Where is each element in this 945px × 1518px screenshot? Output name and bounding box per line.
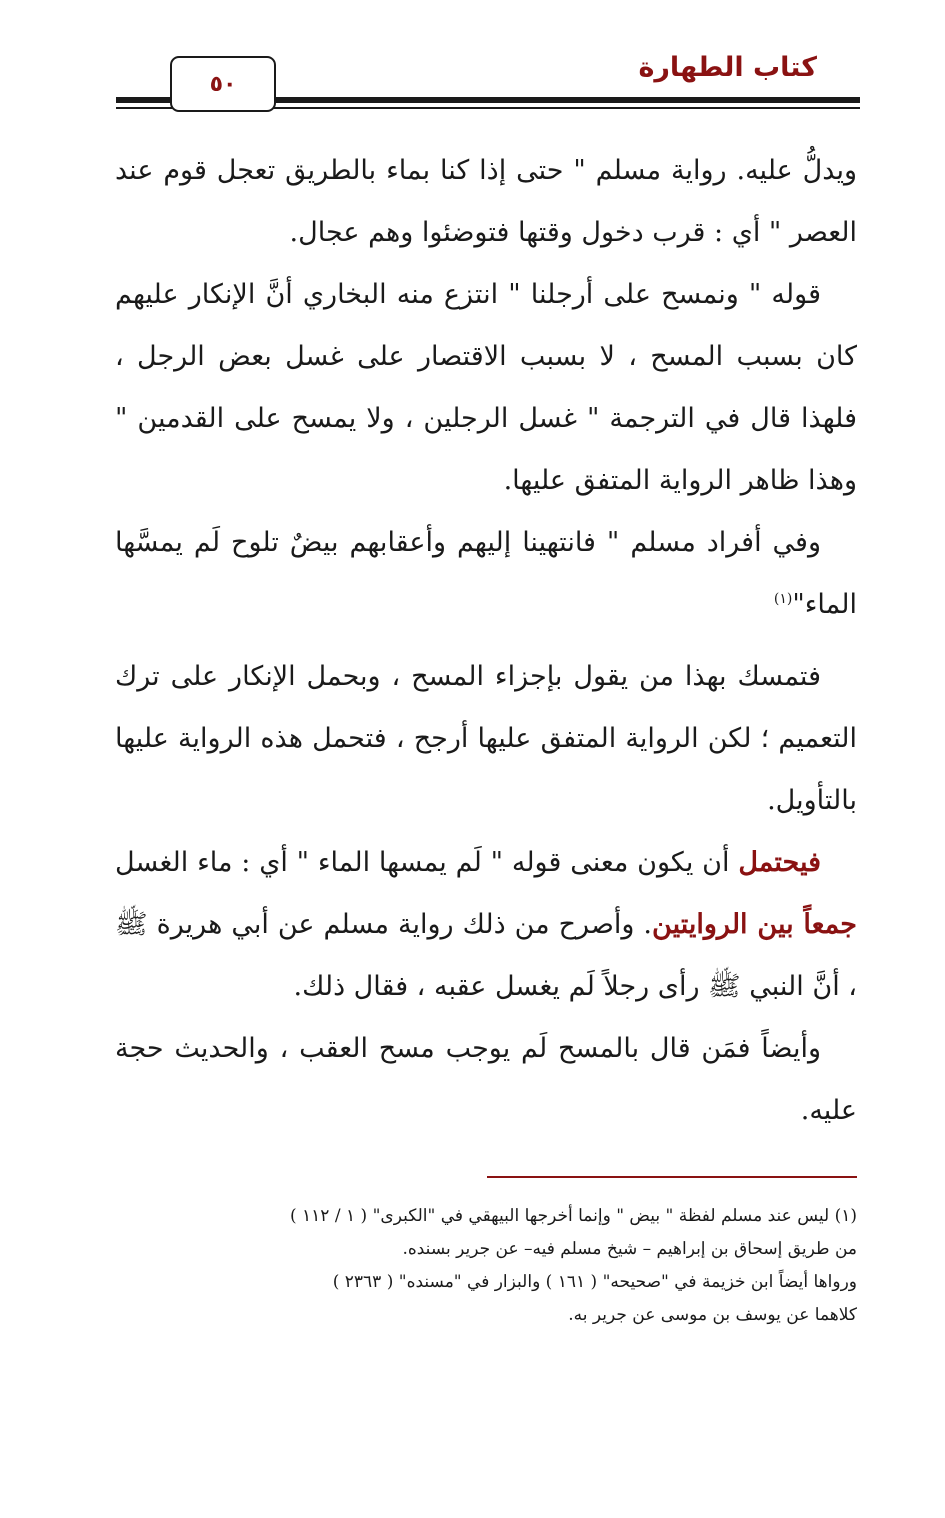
paragraph-3-text: وفي أفراد مسلم " فانتهينا إليهم وأعقابهم بيضٌ تلوح لَم يمسَّها الماء" [115,527,857,620]
paragraph-5-end: . وأصرح من ذلك رواية مسلم عن أبي هريرة ﷺ ، أنَّ النبي ﷺ رأى رجلاً لَم يغسل عقبه ، فقال ذلك. [115,909,857,1002]
highlight-jam-bayn-alriwayatayn: جمعاً بين الروايتين [652,909,857,940]
footnote-line-4: كلاهما عن يوسف بن موسى عن جرير به. [568,1305,857,1325]
page-number-box [170,56,276,112]
paragraph-2: قوله " ونمسح على أرجلنا " انتزع منه البخاري أنَّ الإنكار عليهم كان بسبب المسح ، لا بسبب الاقتصار على غسل بعض الرجل ، فلهذا قال في الترجمة " غسل الرجلين ، ولا يمسح على القدمين " وهذا ظاهر الرواية المتفق عليها. [115,279,857,496]
main-text [115,140,857,1142]
footnote-line-2: من طريق إسحاق بن إبراهيم – شيخ مسلم فيه– عن جرير بسنده. [402,1239,857,1259]
page-header [0,0,945,120]
footnote-line-1: (١) ليس عند مسلم لفظة " بيض " وإنما أخرجها البيهقي في "الكبرى" ( ١ / ١١٢ ) [289,1206,857,1226]
book-title: كتاب الطهارة [638,52,817,83]
paragraph-5-mid: أن يكون معنى قوله " لَم يمسها الماء " أي : ماء الغسل [115,847,739,878]
paragraph-4: فتمسك بهذا من يقول بإجزاء المسح ، وبحمل الإنكار على ترك التعميم ؛ لكن الرواية المتفق عليها أرجح ، فتحمل هذه الرواية عليها بالتأويل. [115,661,857,816]
footnotes [115,1200,857,1332]
paragraph-1: ويدلُّ عليه. رواية مسلم " حتى إذا كنا بماء بالطريق تعجل قوم عند العصر " أي : قرب دخول وقتها فتوضئوا وهم عجال. [115,155,857,248]
page-number: ٥٠ [209,71,237,97]
footnote-separator [487,1176,857,1178]
paragraph-6: وأيضاً فمَن قال بالمسح لَم يوجب مسح العقب ، والحديث حجة عليه. [115,1033,857,1126]
footnote-ref-1: (١) [773,591,793,607]
footnote-line-3: ورواها أيضاً ابن خزيمة في "صحيحه" ( ١٦١ ) والبزار في "مسنده" ( ٢٣٦٣ ) [332,1272,857,1292]
paragraph-3 [115,512,857,636]
paragraph-5 [115,832,857,1018]
highlight-yahtamil: فيحتمل [738,847,821,878]
